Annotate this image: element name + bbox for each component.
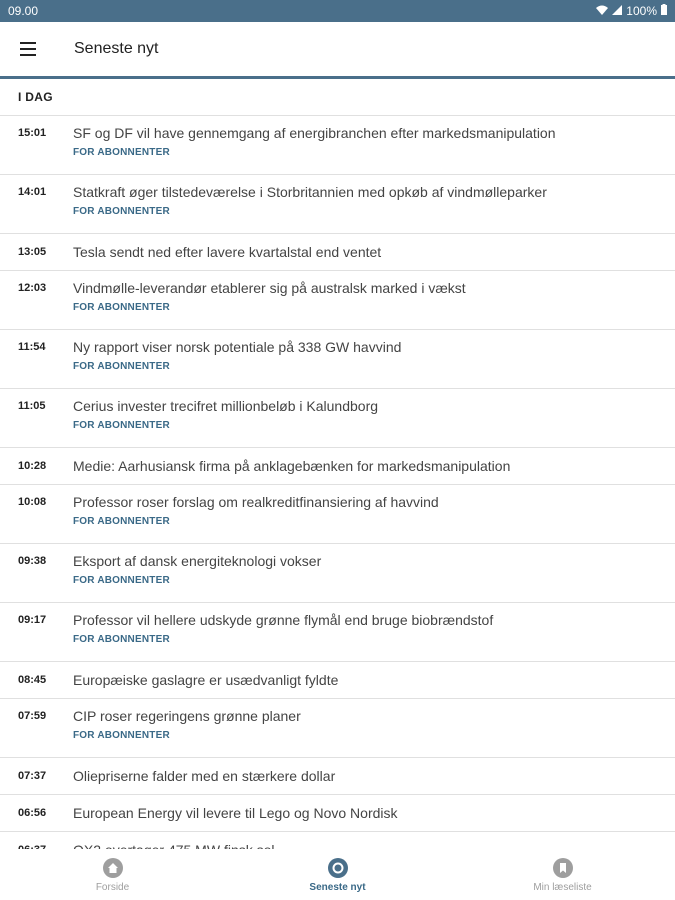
subscriber-badge: FOR ABONNENTER [73, 634, 170, 645]
list-item[interactable] [0, 544, 675, 603]
article-time: 11:05 [18, 400, 46, 412]
home-icon [103, 858, 123, 878]
article-body [73, 758, 675, 794]
article-time: 07:59 [18, 710, 47, 722]
article-body [73, 175, 675, 233]
article-time: 12:03 [18, 282, 47, 294]
list-item[interactable] [0, 330, 675, 389]
article-time: 09:17 [18, 614, 47, 626]
article-time: 06:56 [18, 807, 47, 819]
nav-item-home[interactable] [0, 849, 225, 900]
list-item[interactable] [0, 485, 675, 544]
nav-item-bookmark[interactable] [450, 849, 675, 900]
article-title[interactable]: Cerius invester trecifret millionbeløb i Kalundborg [73, 398, 379, 414]
article-body [73, 116, 675, 174]
list-item[interactable] [0, 758, 675, 795]
list-item[interactable] [0, 234, 675, 271]
status-icons [596, 4, 667, 18]
menu-icon[interactable] [20, 34, 50, 64]
status-time: 09.00 [8, 4, 39, 18]
article-title[interactable]: SF og DF vil have gennemgang af energibranchen efter markedsmanipulation [73, 125, 556, 141]
article-time: 08:45 [18, 674, 47, 686]
subscriber-badge: FOR ABONNENTER [73, 516, 170, 527]
signal-icon [612, 5, 622, 18]
article-title[interactable]: Oliepriserne falder med en stærkere dollar [73, 768, 336, 784]
article-body [73, 448, 675, 484]
wifi-icon [596, 5, 608, 18]
app-bar [0, 22, 675, 79]
subscriber-badge: FOR ABONNENTER [73, 206, 170, 217]
article-time: 15:01 [18, 127, 47, 139]
article-body [73, 544, 675, 602]
subscriber-badge: FOR ABONNENTER [73, 302, 170, 313]
article-time: 10:28 [18, 460, 47, 472]
article-time: 13:05 [18, 246, 47, 258]
article-title[interactable]: CIP roser regeringens grønne planer [73, 708, 301, 724]
article-title[interactable]: European Energy vil levere til Lego og Novo Nordisk [73, 805, 398, 821]
clock-icon [328, 858, 348, 878]
bottom-nav [0, 849, 675, 900]
article-time: 14:01 [18, 186, 47, 198]
battery-icon [661, 4, 667, 18]
nav-label: Forside [95, 882, 130, 893]
list-item[interactable] [0, 603, 675, 662]
list-item[interactable] [0, 271, 675, 330]
list-item[interactable] [0, 389, 675, 448]
list-item[interactable] [0, 699, 675, 758]
section-heading: I DAG [0, 79, 675, 116]
article-title[interactable]: Professor roser forslag om realkreditfinansiering af havvind [73, 494, 439, 510]
article-body [73, 603, 675, 661]
article-body [73, 662, 675, 698]
article-body [73, 795, 675, 831]
list-item[interactable] [0, 795, 675, 832]
list-item[interactable] [0, 662, 675, 699]
status-bar [0, 0, 675, 22]
battery-percent: 100% [626, 4, 657, 18]
subscriber-badge: FOR ABONNENTER [73, 361, 170, 372]
list-item[interactable] [0, 175, 675, 234]
subscriber-badge: FOR ABONNENTER [73, 147, 170, 158]
article-time: 10:08 [18, 496, 47, 508]
nav-label: Min læseliste [533, 882, 592, 893]
subscriber-badge: FOR ABONNENTER [73, 575, 170, 586]
article-time: 07:37 [18, 770, 47, 782]
article-time: 11:54 [18, 341, 46, 353]
article-title[interactable]: Eksport af dansk energiteknologi vokser [73, 553, 322, 569]
article-title[interactable]: Europæiske gaslagre er usædvanligt fyldte [73, 672, 339, 688]
list-item[interactable] [0, 116, 675, 175]
article-title[interactable]: Tesla sendt ned efter lavere kvartalstal end ventet [73, 244, 382, 260]
article-title[interactable]: Ny rapport viser norsk potentiale på 338 GW havvind [73, 339, 402, 355]
article-body [73, 485, 675, 543]
nav-item-clock[interactable] [225, 849, 450, 900]
page-title: Seneste nyt [74, 40, 159, 57]
article-time: 09:38 [18, 555, 47, 567]
article-title[interactable]: Vindmølle-leverandør etablerer sig på australsk marked i vækst [73, 280, 466, 296]
article-body [73, 389, 675, 447]
article-title[interactable]: Statkraft øger tilstedeværelse i Storbritannien med opkøb af vindmølleparker [73, 184, 547, 200]
article-body [73, 330, 675, 388]
article-body [73, 234, 675, 270]
article-body [73, 699, 675, 757]
subscriber-badge: FOR ABONNENTER [73, 730, 170, 741]
article-title[interactable]: Professor vil hellere udskyde grønne flymål end bruge biobrændstof [73, 612, 494, 628]
article-body [73, 271, 675, 329]
nav-label: Seneste nyt [309, 882, 366, 893]
subscriber-badge: FOR ABONNENTER [73, 420, 170, 431]
article-title[interactable]: Medie: Aarhusiansk firma på anklagebænken for markedsmanipulation [73, 458, 511, 474]
news-list[interactable] [0, 79, 675, 849]
bookmark-icon [553, 858, 573, 878]
list-item[interactable] [0, 448, 675, 485]
